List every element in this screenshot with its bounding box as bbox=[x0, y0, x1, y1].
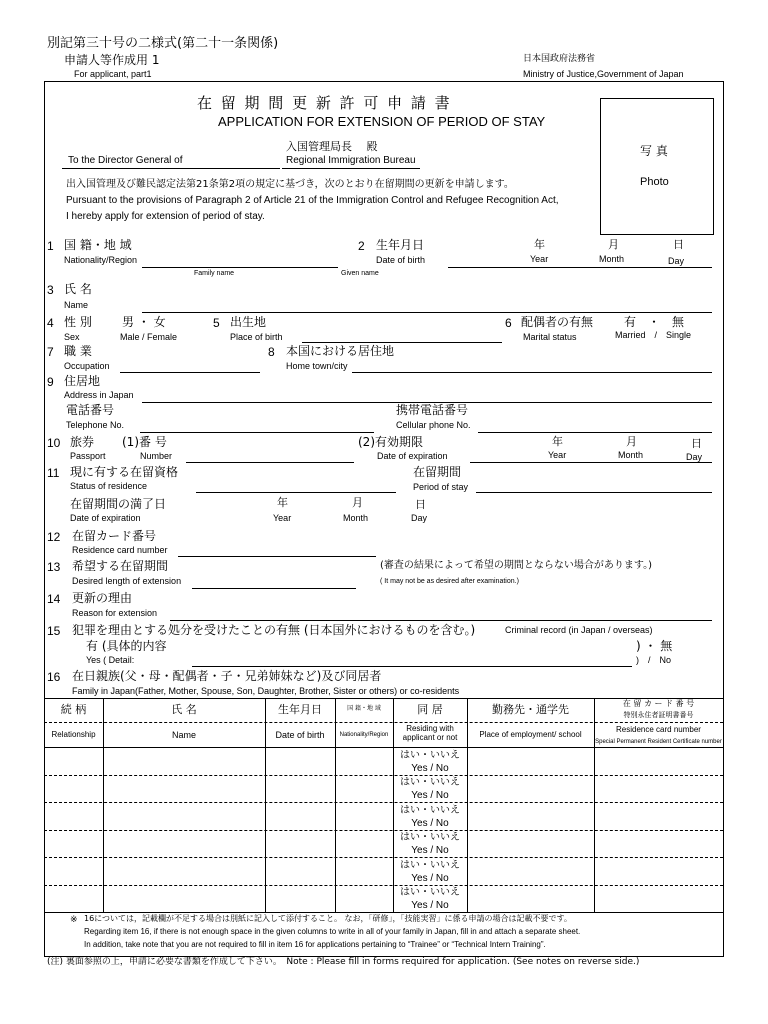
dob-field[interactable] bbox=[448, 267, 712, 268]
item10-number: 10 bbox=[47, 436, 61, 450]
applicant-part-en: For applicant, part1 bbox=[74, 69, 152, 79]
cellphone-label-jp: 携帯電話番号 bbox=[396, 403, 469, 417]
item5-label-en: Place of birth bbox=[230, 332, 283, 342]
item15-no-jp[interactable]: ) ・ 無 bbox=[636, 639, 673, 653]
status-field[interactable] bbox=[196, 492, 396, 493]
hometown-field[interactable] bbox=[352, 372, 712, 373]
item8-label-en: Home town/city bbox=[286, 361, 348, 371]
passport-number-field[interactable] bbox=[186, 462, 354, 463]
photo-label-jp: 写 真 bbox=[640, 144, 668, 158]
passport-label-en: Passport bbox=[70, 451, 106, 461]
th-name-jp: 氏 名 bbox=[171, 703, 197, 716]
item14-number: 14 bbox=[47, 592, 61, 606]
sex-options-jp[interactable]: 男 ・ 女 bbox=[122, 315, 166, 329]
family-name-hint: Family name bbox=[194, 270, 235, 277]
bureau-name-field[interactable] bbox=[62, 168, 280, 169]
dob-day-jp: 日 bbox=[673, 238, 684, 251]
item14-label-en: Reason for extension bbox=[72, 608, 158, 618]
item4-label-en: Sex bbox=[64, 332, 80, 342]
item2-number: 2 bbox=[358, 239, 365, 253]
item7-label-en: Occupation bbox=[64, 361, 110, 371]
row4-residing-jp[interactable]: はい・いいえ bbox=[400, 832, 460, 843]
form-title-jp: 在 留 期 間 更 新 許 可 申 請 書 bbox=[197, 94, 452, 112]
item3-label-en: Name bbox=[64, 300, 89, 310]
ministry-jp: 日本国政府法務省 bbox=[523, 54, 596, 64]
item12-label-en: Residence card number bbox=[72, 545, 168, 555]
exp-month-en: Month bbox=[343, 513, 369, 523]
item8-label-jp: 本国における居住地 bbox=[286, 344, 395, 358]
item13-label-jp: 希望する在留期間 bbox=[72, 559, 169, 573]
exp-year-en: Year bbox=[273, 513, 292, 523]
row5-residing-jp[interactable]: はい・いいえ bbox=[400, 860, 460, 871]
period-label-jp: 在留期間 bbox=[413, 465, 462, 479]
item8-number: 8 bbox=[268, 345, 275, 359]
desired-extension-field[interactable] bbox=[192, 588, 356, 589]
th-residing-en: Residing with applicant or not bbox=[402, 724, 458, 742]
th-dob-en: Date of birth bbox=[275, 730, 325, 740]
item15-label-jp: 犯罪を理由とする処分を受けたことの有無 (日本国外におけるものを含む。) bbox=[72, 623, 476, 637]
th-card-en2: Special Permanent Resident Certificate number bbox=[595, 739, 722, 745]
pexp-month-jp: 月 bbox=[626, 435, 637, 448]
item15-number: 15 bbox=[47, 624, 61, 638]
item3-number: 3 bbox=[47, 283, 54, 297]
passport-number-en: Number bbox=[140, 451, 173, 461]
th-residing-jp: 同 居 bbox=[417, 703, 443, 716]
row6-residing-en: Yes / No bbox=[411, 900, 449, 911]
th-nationality-en: Nationality/Region bbox=[339, 732, 389, 738]
telephone-field[interactable] bbox=[140, 432, 374, 433]
nationality-field[interactable] bbox=[142, 267, 338, 268]
period-label-en: Period of stay bbox=[413, 482, 469, 492]
bureau-underline bbox=[282, 168, 420, 169]
item16-number: 16 bbox=[47, 670, 61, 684]
exp-year-jp: 年 bbox=[277, 496, 288, 509]
item16-label-jp: 在日親族(父・母・配偶者・子・兄弟姉妹など)及び同居者 bbox=[72, 669, 382, 683]
bureau-en: Regional Immigration Bureau bbox=[286, 155, 416, 166]
bottom-note: (注) 裏面参照の上，申請に必要な書類を作成して下さい。 Note : Please fill in forms required for application. (See notes on reverse side.) bbox=[47, 957, 640, 967]
expiry-label-jp: 在留期間の満了日 bbox=[70, 497, 167, 511]
item13-note-jp: (審査の結果によって希望の期間とならない場合があります。) bbox=[380, 560, 653, 571]
given-name-hint: Given name bbox=[341, 270, 379, 277]
row1-residing-jp[interactable]: はい・いいえ bbox=[400, 750, 460, 761]
item9-label-jp: 住居地 bbox=[64, 374, 101, 388]
th-name-en: Name bbox=[171, 730, 196, 740]
sex-options-en: Male / Female bbox=[120, 332, 178, 342]
item3-label-jp: 氏 名 bbox=[64, 282, 92, 296]
row1-residing-en: Yes / No bbox=[411, 763, 449, 774]
item2-label-jp: 生年月日 bbox=[376, 238, 425, 252]
name-field[interactable] bbox=[142, 312, 712, 313]
item6-label-en: Marital status bbox=[523, 332, 577, 342]
telephone-label-jp: 電話番号 bbox=[66, 403, 115, 417]
item16-label-en: Family in Japan(Father, Mother, Spouse, Son, Daughter, Brother, Sister or others) or co-residents bbox=[72, 686, 460, 696]
item7-label-jp: 職 業 bbox=[64, 344, 92, 358]
intro-en-1: Pursuant to the provisions of Paragraph 2 of Article 21 of the Immigration Control and Refugee Recognition Act, bbox=[66, 195, 559, 206]
th-employment-jp: 勤務先・通学先 bbox=[492, 703, 569, 716]
th-card-jp: 在 留 カ ー ド 番 号 bbox=[622, 699, 695, 708]
item15-yes-en: Yes ( Detail: bbox=[86, 655, 135, 665]
row4-residing-en: Yes / No bbox=[411, 845, 449, 856]
item5-number: 5 bbox=[213, 316, 220, 330]
ministry-en: Ministry of Justice,Government of Japan bbox=[523, 69, 684, 79]
pexp-day-jp: 日 bbox=[691, 437, 702, 450]
row2-residing-jp[interactable]: はい・いいえ bbox=[400, 777, 460, 788]
th-dob-jp: 生年月日 bbox=[278, 703, 322, 716]
passport-number-jp: (1)番 号 bbox=[122, 435, 167, 449]
dob-day-en: Day bbox=[668, 256, 685, 266]
footnote-jp: 16については，記載欄が不足する場合は別紙に記入して添付すること。 なお，「研修」，「技能実習」に係る申請の場合は記載不要です。 bbox=[84, 914, 572, 923]
photo-box bbox=[600, 98, 714, 235]
item15-no-en: ) / No bbox=[636, 655, 672, 665]
item11-number: 11 bbox=[47, 466, 60, 480]
intro-en-2: I hereby apply for extension of period of stay. bbox=[66, 211, 265, 222]
marital-options-en: Married / Single bbox=[615, 330, 692, 340]
addressee-to: To the Director General of bbox=[68, 155, 183, 166]
item10-label-jp: 旅券 bbox=[70, 435, 95, 449]
item12-label-jp: 在留カード番号 bbox=[72, 529, 157, 543]
row3-residing-en: Yes / No bbox=[411, 818, 449, 829]
exp-month-jp: 月 bbox=[352, 496, 363, 509]
item4-number: 4 bbox=[47, 316, 54, 330]
item12-number: 12 bbox=[47, 530, 61, 544]
item15-yes-jp[interactable]: 有 (具体的内容 bbox=[86, 639, 167, 653]
item2-label-en: Date of birth bbox=[376, 255, 426, 265]
form-title-en: APPLICATION FOR EXTENSION OF PERIOD OF STAY bbox=[218, 114, 546, 129]
item6-label-jp: 配偶者の有無 bbox=[521, 315, 594, 329]
item15-label-en: Criminal record (in Japan / overseas) bbox=[505, 625, 653, 635]
exp-day-en: Day bbox=[411, 513, 428, 523]
item7-number: 7 bbox=[47, 345, 54, 359]
item11-label-jp: 現に有する在留資格 bbox=[70, 465, 179, 479]
pexp-month-en: Month bbox=[618, 450, 644, 460]
item11-label-en: Status of residence bbox=[70, 481, 148, 491]
cellphone-field[interactable] bbox=[478, 432, 712, 433]
item9-label-en: Address in Japan bbox=[64, 390, 134, 400]
residence-card-field[interactable] bbox=[178, 556, 376, 557]
criminal-detail-field[interactable] bbox=[192, 666, 632, 667]
photo-label-en: Photo bbox=[640, 176, 669, 188]
period-field[interactable] bbox=[476, 492, 712, 493]
item4-label-jp: 性 別 bbox=[64, 315, 92, 329]
dob-month-en: Month bbox=[599, 254, 625, 264]
th-card-jp2: 特別永住者証明書番号 bbox=[623, 711, 694, 719]
passport-expiry-en: Date of expiration bbox=[377, 451, 448, 461]
th-employment-en: Place of employment/ school bbox=[479, 730, 582, 739]
occupation-field[interactable] bbox=[120, 372, 260, 373]
bureau-jp: 入国管理局長 殿 bbox=[286, 140, 378, 153]
row5-residing-en: Yes / No bbox=[411, 873, 449, 884]
th-relationship-jp: 続 柄 bbox=[60, 703, 87, 716]
cellphone-label-en: Cellular phone No. bbox=[396, 420, 471, 430]
item13-number: 13 bbox=[47, 560, 61, 574]
row2-residing-en: Yes / No bbox=[411, 790, 449, 801]
passport-expiry-jp: (2)有効期限 bbox=[358, 435, 423, 449]
expiry-label-en: Date of expiration bbox=[70, 513, 141, 523]
row3-residing-jp[interactable]: はい・いいえ bbox=[400, 805, 460, 816]
applicant-part-jp: 申請人等作成用 1 bbox=[64, 53, 160, 67]
birthplace-field[interactable] bbox=[302, 342, 502, 343]
item14-label-jp: 更新の理由 bbox=[72, 591, 133, 605]
dob-year-en: Year bbox=[530, 254, 549, 264]
footnote-en-2: In addition, take note that you are not required to fill in item 16 for applications pertaining to “Trainee” or “Technical Intern Training”. bbox=[84, 940, 546, 949]
footnote-en-1: Regarding item 16, if there is not enough space in the given columns to write in all of your family in Japan, fill in and attach a separate sheet. bbox=[84, 927, 581, 936]
form-number: 別記第三十号の二様式(第二十一条関係) bbox=[47, 36, 279, 51]
telephone-label-en: Telephone No. bbox=[66, 420, 125, 430]
item9-number: 9 bbox=[47, 375, 54, 389]
th-card-en: Residence card number bbox=[616, 725, 701, 734]
pexp-day-en: Day bbox=[686, 452, 703, 462]
passport-expiry-field[interactable] bbox=[470, 462, 712, 463]
dob-month-jp: 月 bbox=[608, 238, 619, 251]
item1-number: 1 bbox=[47, 239, 54, 253]
exp-day-jp: 日 bbox=[415, 498, 426, 511]
dob-year-jp: 年 bbox=[534, 238, 545, 251]
pexp-year-jp: 年 bbox=[552, 435, 563, 448]
pexp-year-en: Year bbox=[548, 450, 567, 460]
footnote-mark: ※ bbox=[70, 914, 78, 924]
item5-label-jp: 出生地 bbox=[230, 315, 267, 329]
marital-options-jp[interactable]: 有 ・ 無 bbox=[624, 315, 685, 329]
th-relationship-en: Relationship bbox=[51, 730, 96, 739]
item6-number: 6 bbox=[505, 316, 512, 330]
reason-field[interactable] bbox=[170, 620, 712, 621]
intro-jp: 出入国管理及び難民認定法第21条第2項の規定に基づき，次のとおり在留期間の更新を申請します。 bbox=[66, 179, 514, 190]
th-nationality-jp: 国 籍・地 域 bbox=[347, 705, 381, 712]
item1-label-jp: 国 籍・地 域 bbox=[64, 238, 132, 252]
item13-label-en: Desired length of extension bbox=[72, 576, 182, 586]
item1-label-en: Nationality/Region bbox=[64, 255, 138, 265]
row6-residing-jp[interactable]: はい・いいえ bbox=[400, 887, 460, 898]
item13-note-en: ( It may not be as desired after examination.) bbox=[380, 578, 519, 585]
